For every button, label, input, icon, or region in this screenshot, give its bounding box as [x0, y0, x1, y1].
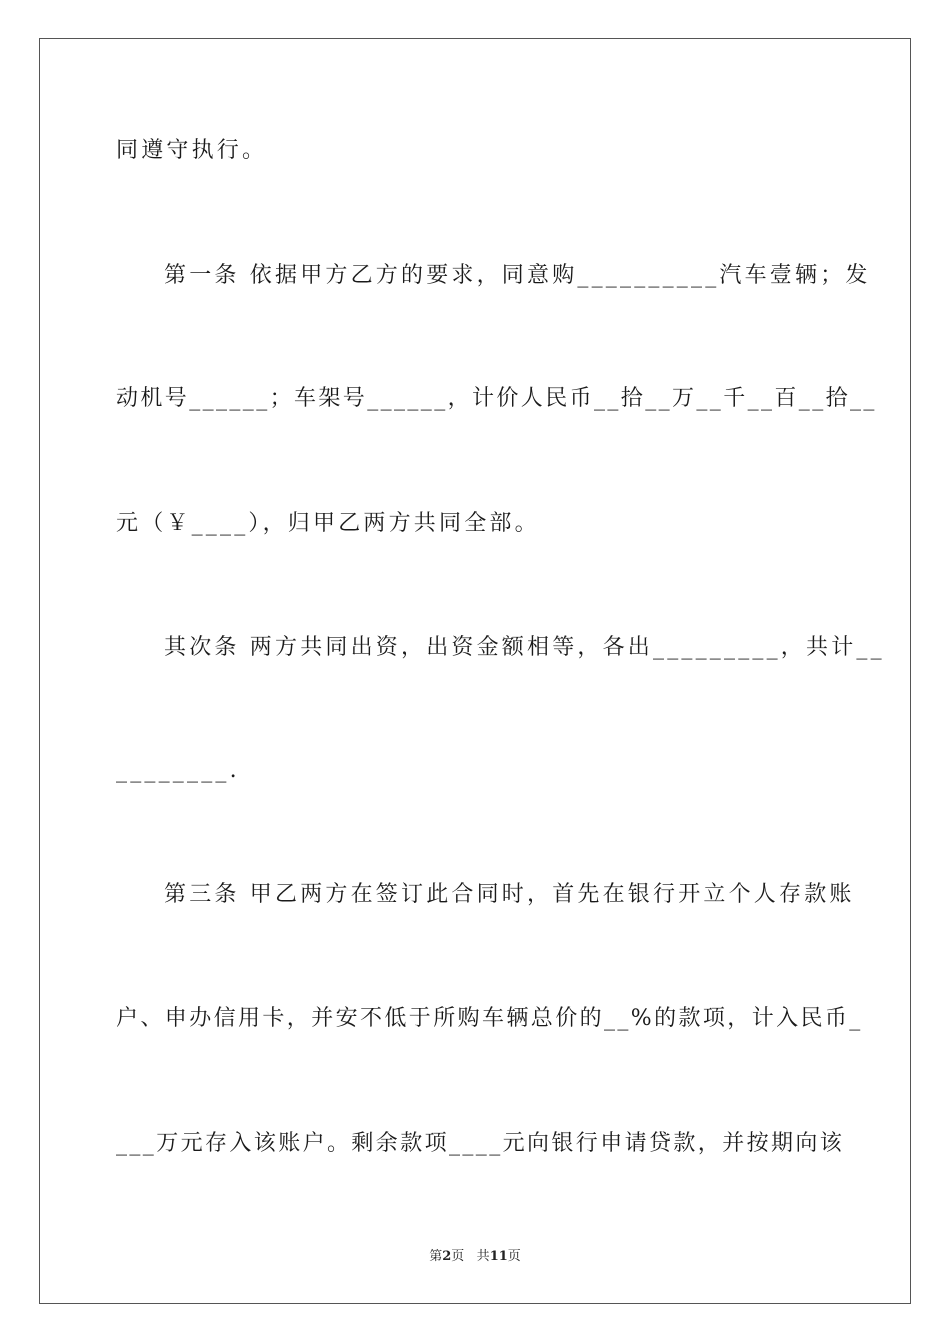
clause-1-line: 动机号______；车架号______，计价人民币__拾__万__千__百__拾__ — [116, 386, 877, 411]
clause-3-line: 第三条 甲乙两方在签订此合同时，首先在银行开立个人存款账 — [164, 882, 855, 907]
paragraph-line: 同遵守执行。 — [116, 138, 268, 163]
footer-total-unit: 页 — [507, 1249, 521, 1264]
clause-3-line: ___万元存入该账户。剩余款项____元向银行申请贷款，并按期向该 — [116, 1131, 845, 1156]
footer-total-pages: 11 — [489, 1249, 508, 1264]
footer-total-prefix: 共 — [476, 1249, 490, 1264]
clause-2-line: ________. — [116, 758, 240, 783]
clause-1-line: 第一条 依据甲方乙方的要求，同意购__________汽车壹辆；发 — [164, 263, 871, 288]
page-footer — [0, 1248, 950, 1266]
page-border — [39, 38, 911, 1304]
clause-2-line: 其次条 两方共同出资，出资金额相等，各出_________，共计__ — [164, 635, 885, 660]
footer-current-page: 2 — [442, 1249, 452, 1264]
clause-1-line: 元（￥____），归甲乙两方共同全部。 — [116, 511, 540, 536]
footer-page-prefix: 第 — [429, 1249, 443, 1264]
footer-page-unit: 页 — [451, 1249, 465, 1264]
clause-3-line: 户、申办信用卡，并安不低于所购车辆总价的__%的款项，计入民币_ — [116, 1006, 863, 1031]
